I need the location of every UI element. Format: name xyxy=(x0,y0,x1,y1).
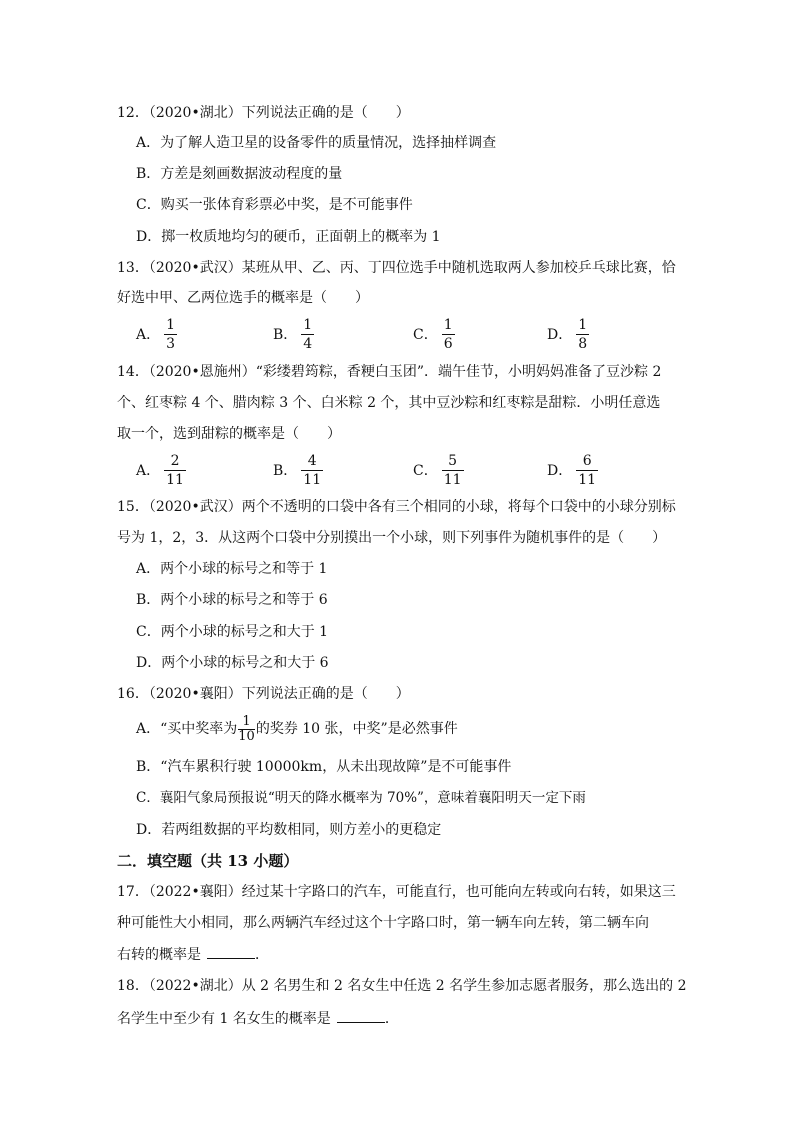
fraction xyxy=(442,317,455,352)
q15-option-b: B．两个小球的标号之和等于 6 xyxy=(136,592,328,608)
fraction-denominator: 11 xyxy=(578,471,597,488)
q18-stem-line2-pre: 名学生中至少有 1 名女生的概率是 xyxy=(117,1011,331,1027)
q16-option-b: B．“汽车累积行驶 10000km，从未出现故障”是不可能事件 xyxy=(136,759,512,775)
fraction-denominator: 8 xyxy=(578,335,588,352)
option-label: B． xyxy=(273,463,298,479)
fraction-denominator: 11 xyxy=(443,471,462,488)
q15-option-d: D．两个小球的标号之和大于 6 xyxy=(136,655,329,671)
q14-option-d xyxy=(547,449,598,491)
q13-option-c xyxy=(413,313,455,355)
q15-option-c: C．两个小球的标号之和大于 1 xyxy=(136,624,329,640)
fraction-denominator: 10 xyxy=(238,728,255,744)
option-label: C． xyxy=(413,327,438,343)
fraction xyxy=(238,715,255,744)
fraction xyxy=(576,453,598,488)
option-label: A． xyxy=(136,327,161,343)
q13-options xyxy=(0,313,794,355)
fraction xyxy=(442,453,464,488)
fraction-numerator: 1 xyxy=(443,316,453,333)
fraction-numerator: 2 xyxy=(170,452,180,469)
q15-option-a: A．两个小球的标号之和等于 1 xyxy=(136,561,328,577)
fraction-numerator: 1 xyxy=(578,316,588,333)
q17-stem-line3 xyxy=(117,944,269,965)
q17-answer-blank[interactable] xyxy=(207,944,255,959)
q14-stem-line3: 取一个，选到甜粽的概率是（ ） xyxy=(117,426,341,442)
q12-option-d: D．掷一枚质地均匀的硬币，正面朝上的概率为 1 xyxy=(136,229,441,245)
q13-option-d xyxy=(547,313,589,355)
q17-stem-line1: 17．（2022•襄阳）经过某十字路口的汽车，可能直行，也可能向左转或向右转，如果这三 xyxy=(117,884,676,900)
fraction-numerator: 1 xyxy=(242,713,251,729)
q14-option-c xyxy=(413,449,464,491)
option-label: D． xyxy=(547,327,573,343)
q14-option-b xyxy=(273,449,323,491)
fraction-denominator: 11 xyxy=(166,471,184,488)
q16-option-d: D．若两组数据的平均数相同，则方差小的更稳定 xyxy=(136,822,442,838)
q16-option-a-pre: A．“买中奖率为 xyxy=(136,721,238,737)
q17-stem-line3-pre: 右转的概率是 xyxy=(117,947,201,963)
fraction-numerator: 4 xyxy=(307,452,317,469)
q15-stem-line2: 号为 1，2，3．从这两个口袋中分别摸出一个小球，则下列事件为随机事件的是（ ） xyxy=(117,530,667,546)
q12-option-c: C．购买一张体育彩票必中奖，是不可能事件 xyxy=(136,197,413,213)
fraction xyxy=(164,453,186,488)
q13-option-b xyxy=(273,313,314,355)
q14-stem-line1: 14．（2020•恩施州）“彩缕碧筠粽，香粳白玉团”．端午佳节，小明妈妈准备了豆沙粽 2 xyxy=(117,364,662,380)
q17-stem-line3-post: ． xyxy=(255,947,269,963)
fraction xyxy=(164,317,177,352)
q18-answer-blank[interactable] xyxy=(337,1008,385,1023)
q14-stem-line2: 个、红枣粽 4 个、腊肉粽 3 个、白米粽 2 个，其中豆沙粽和红枣粽是甜粽．小明任意选 xyxy=(117,395,661,411)
q13-stem-line2: 好选中甲、乙两位选手的概率是（ ） xyxy=(117,290,369,306)
fraction xyxy=(576,317,589,352)
q18-stem-line1: 18．（2022•湖北）从 2 名男生和 2 名女生中任选 2 名学生参加志愿者服务，那么选出的 2 xyxy=(117,978,687,994)
q13-option-a xyxy=(136,313,177,355)
section-heading-fill-in: 二．填空题（共 13 小题） xyxy=(117,852,299,870)
fraction-denominator: 3 xyxy=(166,335,176,352)
q18-stem-line2 xyxy=(117,1008,399,1029)
fraction-numerator: 5 xyxy=(448,452,458,469)
q13-stem-line1: 13．（2020•武汉）某班从甲、乙、丙、丁四位选手中随机选取两人参加校乒乓球比赛，恰 xyxy=(117,260,676,276)
option-label: A． xyxy=(136,463,161,479)
option-label: B． xyxy=(273,327,298,343)
fraction-denominator: 6 xyxy=(443,335,453,352)
fraction-denominator: 4 xyxy=(303,335,313,352)
fraction xyxy=(301,453,323,488)
option-label: D． xyxy=(547,463,573,479)
q12-stem: 12．（2020•湖北）下列说法正确的是（ ） xyxy=(117,105,410,121)
q16-stem: 16．（2020•襄阳）下列说法正确的是（ ） xyxy=(117,686,410,702)
q18-stem-line2-post: ． xyxy=(384,1011,399,1027)
q16-option-a xyxy=(136,714,458,744)
fraction-numerator: 6 xyxy=(582,452,592,469)
fraction-numerator: 1 xyxy=(303,316,313,333)
fraction-numerator: 1 xyxy=(166,316,176,333)
option-label: C． xyxy=(413,463,438,479)
fraction xyxy=(301,317,314,352)
q16-option-a-post: 的奖券 10 张，中奖”是必然事件 xyxy=(255,721,458,737)
q15-stem-line1: 15．（2020•武汉）两个不透明的口袋中各有三个相同的小球，将每个口袋中的小球分别标 xyxy=(117,499,676,515)
q12-option-b: B．方差是刻画数据波动程度的量 xyxy=(136,166,343,182)
q12-option-a: A．为了解人造卫星的设备零件的质量情况，选择抽样调查 xyxy=(136,135,497,151)
q16-option-c: C．襄阳气象局预报说“明天的降水概率为 70%”，意味着襄阳明天一定下雨 xyxy=(136,790,586,806)
fraction-denominator: 11 xyxy=(303,471,322,488)
q14-option-a xyxy=(136,449,186,491)
q17-stem-line2: 种可能性大小相同，那么两辆汽车经过这个十字路口时，第一辆车向左转，第二辆车向 xyxy=(117,915,649,931)
q14-options xyxy=(0,449,794,491)
